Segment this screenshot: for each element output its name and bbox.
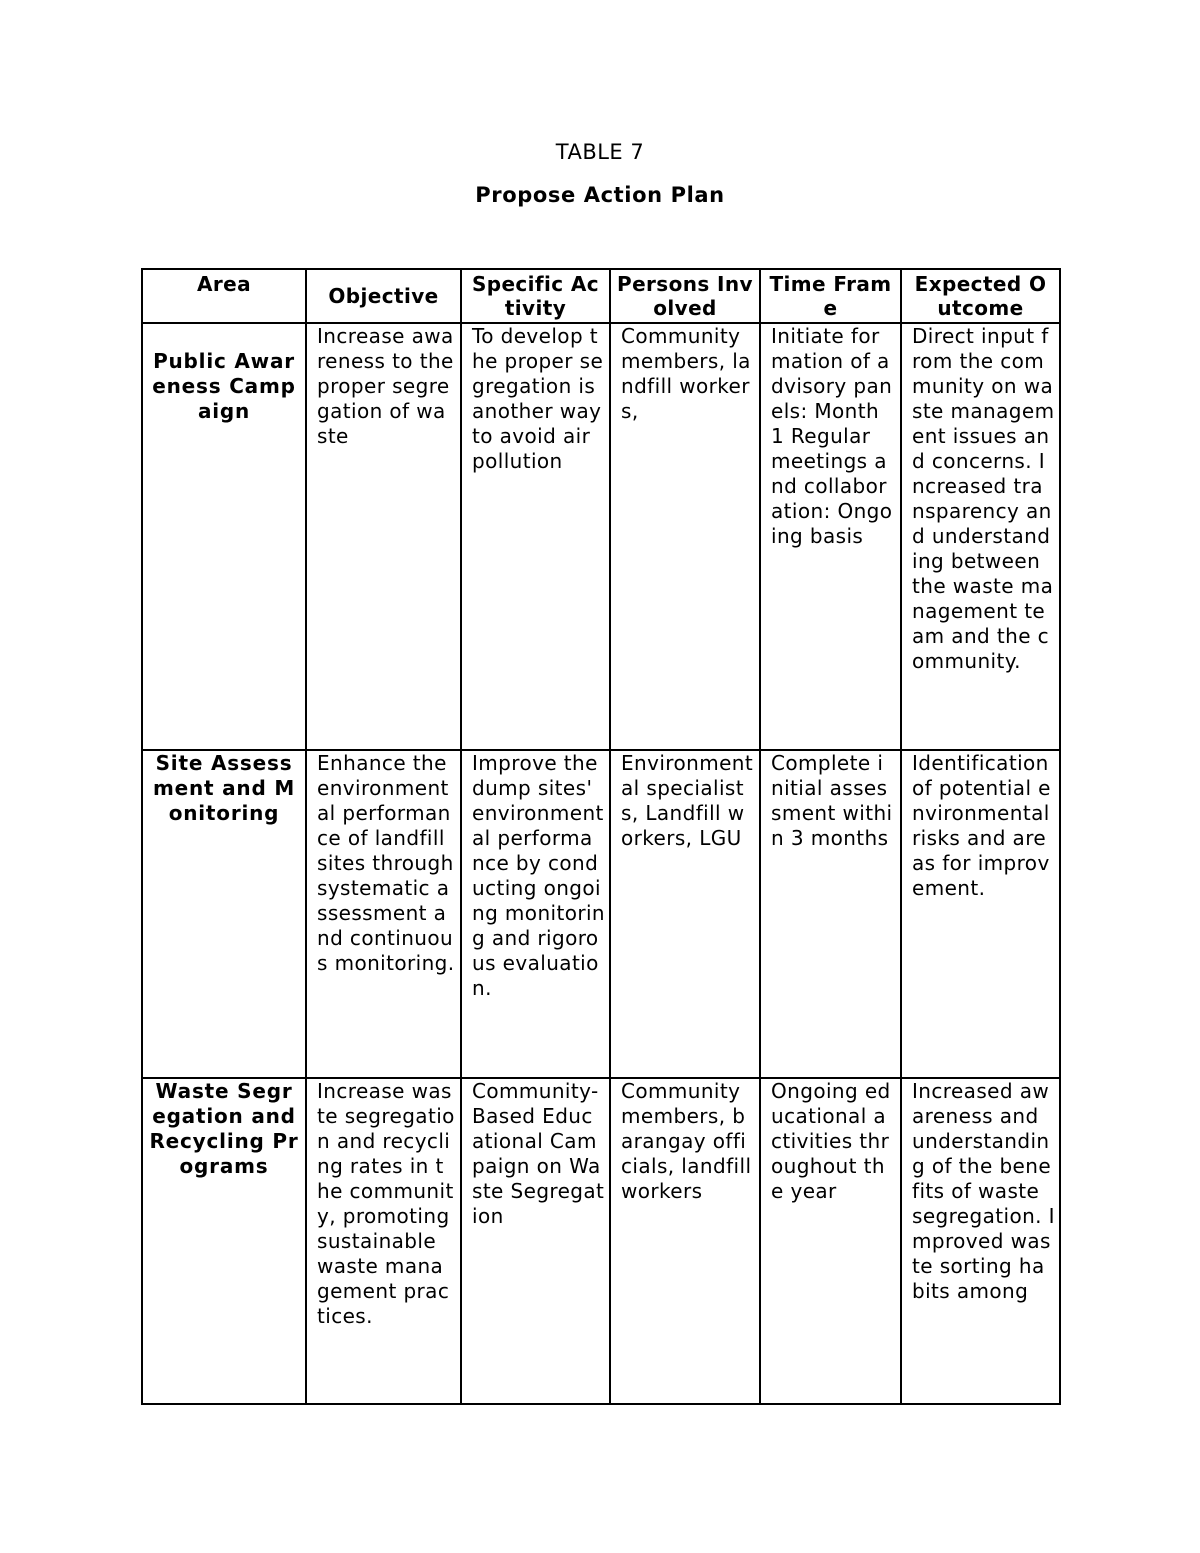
cell-persons: Community members, barangay officials, landfill workers [610, 1078, 760, 1404]
cell-outcome: Increased awareness and understanding of the benefits of waste segregation. Improved waste sorting habits among [901, 1078, 1060, 1404]
cell-time: Complete initial assessment within 3 months [760, 750, 901, 1078]
cell-persons: Environmental specialists, Landfill workers, LGU [610, 750, 760, 1078]
cell-objective: Increase waste segregation and recycling rates in the community, promoting sustainable waste management practices. [306, 1078, 461, 1404]
cell-objective: Enhance the environmental performance of landfill sites through systematic assessment and continuous monitoring. [306, 750, 461, 1078]
area-label: Waste Segregation and Recycling Programs [149, 1079, 299, 1178]
cell-outcome: Identification of potential environmental risks and areas for improvement. [901, 750, 1060, 1078]
table-row [142, 750, 1060, 1078]
area-label: Public Awareness Campaign [152, 349, 296, 423]
cell-time: Initiate formation of advisory panels: Month 1 Regular meetings and collaboration: Ongoing basis [760, 323, 901, 750]
cell-persons: Community members, landfill workers, [610, 323, 760, 750]
table-title: Propose Action Plan [475, 183, 725, 207]
cell-activity: To develop the proper segregation is another way to avoid air pollution [461, 323, 610, 750]
table-label: TABLE 7 [555, 140, 645, 164]
cell-area [142, 323, 306, 750]
table-row [142, 323, 1060, 750]
table-header-row [142, 269, 1060, 323]
header-persons: Persons Involved [610, 269, 760, 323]
cell-area [142, 750, 306, 1078]
cell-objective: Increase awareness to the proper segregation of waste [306, 323, 461, 750]
header-objective: Objective [306, 269, 461, 323]
table-row [142, 1078, 1060, 1404]
action-plan-table [141, 268, 1061, 1405]
header-time: Time Frame [760, 269, 901, 323]
area-label: Site Assessment and Monitoring [152, 751, 296, 825]
header-outcome: Expected Outcome [901, 269, 1060, 323]
cell-activity: Improve the dump sites' environmental performance by conducting ongoing monitoring and rigorous evaluation. [461, 750, 610, 1078]
cell-activity: Community-Based Educational Campaign on Waste Segregation [461, 1078, 610, 1404]
header-activity: Specific Activity [461, 269, 610, 323]
cell-area [142, 1078, 306, 1404]
cell-outcome: Direct input from the community on waste management issues and concerns. Increased transparency and understanding between the waste management team and the community. [901, 323, 1060, 750]
header-area: Area [142, 269, 306, 323]
cell-time: Ongoing educational activities throughout the year [760, 1078, 901, 1404]
